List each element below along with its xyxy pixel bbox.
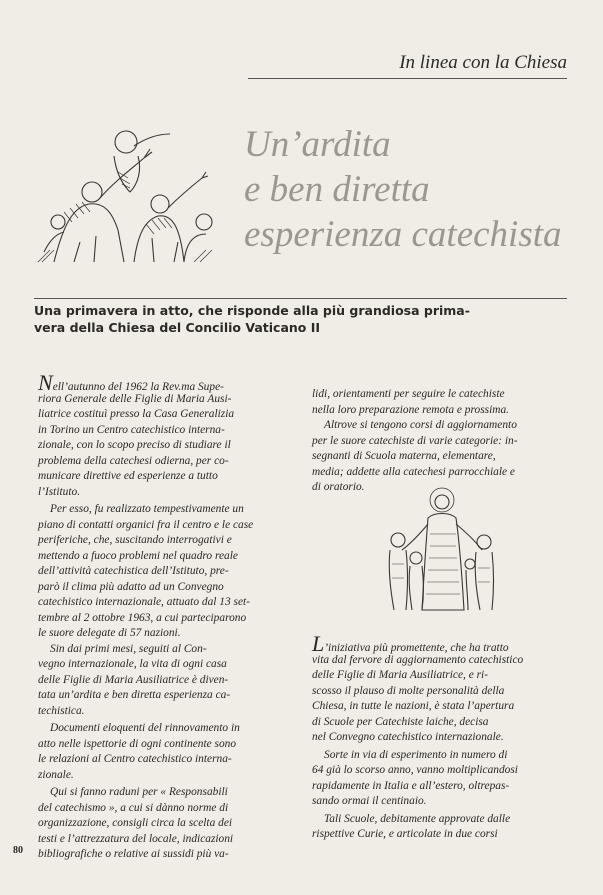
page-number: 80 <box>13 845 23 856</box>
body-line: Altrove si tengono corsi di aggiornamento <box>324 419 517 431</box>
drop-cap: N <box>38 370 53 395</box>
body-line: problema della catechesi odierna, per co- <box>38 454 229 467</box>
body-line: l’Istituto. <box>38 485 81 498</box>
body-line: periferiche, che, suscitando interrogativi e <box>38 534 232 546</box>
body-line: Documenti eloquenti del rinnovamento in <box>50 722 240 734</box>
body-line: tata un’ardita e ben diretta esperienza ca- <box>38 689 231 701</box>
body-line: rapidamente in Italia e all’estero, oltrepas- <box>312 779 510 792</box>
body-line: parò il clima più adatto ad un Convegno <box>38 580 224 593</box>
body-line: nel Convegno catechistico internazionale. <box>312 731 504 743</box>
body-line: vita dal fervore di aggiornamento catechistico <box>312 653 524 666</box>
body-line: Chiesa, in tutte le nazioni, è stata l’apertura <box>312 700 515 712</box>
body-line: vegno internazionale, la vita di ogni casa <box>38 658 227 670</box>
body-line: riora Generale delle Figlie di Maria Ausi- <box>38 392 232 405</box>
body-line: di Scuole per Catechiste laiche, decisa <box>312 715 489 728</box>
body-line: Qui si fanno raduni per « Responsabili <box>50 786 228 798</box>
article-subtitle <box>34 302 567 336</box>
header-rule <box>248 78 567 79</box>
body-line: di oratorio. <box>312 481 365 493</box>
body-line: sando ormai il centinaio. <box>312 795 427 807</box>
body-line: municare direttive ed esperienze a tutto <box>38 470 218 482</box>
christ-with-children-illustration <box>380 484 500 612</box>
body-line: piano di contatti organici fra il centro e le case <box>38 518 254 531</box>
body-line: Per esso, fu realizzato tempestivamente un <box>50 503 244 515</box>
subtitle-rule <box>34 298 567 299</box>
body-line: tembre al 2 ottobre 1963, a cui parteciparono <box>38 611 247 624</box>
body-line: atto nelle ispettorie di ogni continente sono <box>38 737 237 750</box>
body-line: le suore delegate di 57 nazioni. <box>38 627 181 639</box>
title-line: e ben diretta <box>244 169 430 210</box>
right-column-bottom <box>312 631 572 843</box>
body-line: catechistico internazionale, attuato dal 13 set- <box>38 596 250 608</box>
body-line: Sin dai primi mesi, seguiti al Con- <box>50 642 207 655</box>
subtitle-line: vera della Chiesa del Concilio Vaticano II <box>34 320 321 335</box>
body-line: organizzazione, consigli circa la scelta dei <box>38 817 233 829</box>
running-head: In linea con la Chiesa <box>399 52 567 73</box>
body-line: bibliografiche o relative ai sussidi più va- <box>38 848 229 860</box>
title-line: esperienza catechista <box>244 214 562 255</box>
body-line: lidi, orientamenti per seguire le catechiste <box>312 388 505 400</box>
title-line: Un’ardita <box>244 124 391 165</box>
body-line: scosso il plauso di molte personalità della <box>312 684 505 697</box>
body-line: mettendo a fuoco problemi nel quadro reale <box>38 549 238 562</box>
body-line: Tali Scuole, debitamente approvate dalle <box>324 812 511 825</box>
body-line: L’iniziativa più promettente, che ha tratto <box>312 631 509 656</box>
body-line: zionale, con lo scopo preciso di studiare il <box>38 439 231 451</box>
body-line: testi e l’attrezzatura del locale, indicazioni <box>38 832 234 845</box>
left-column <box>38 370 296 863</box>
body-line: per le suore catechiste di varie categorie: in- <box>312 434 518 447</box>
body-line: techistica. <box>38 704 85 717</box>
body-line: delle Figlie di Maria Ausiliatrice è diven- <box>38 673 229 686</box>
body-line: in Torino un Centro catechistico interna- <box>38 423 225 436</box>
body-line: 64 già lo scorso anno, vanno moltiplicandosi <box>312 764 518 776</box>
body-line: le relazioni al Centro catechistico interna- <box>38 753 232 765</box>
body-line: nella loro preparazione remota e prossima. <box>312 403 510 416</box>
body-line: liatrice costituì presso la Casa Generalizia <box>38 408 235 420</box>
drop-cap: L <box>312 631 325 656</box>
body-line: Sorte in via di esperimento in numero di <box>324 748 508 761</box>
crowd-illustration <box>34 112 218 270</box>
body-line: del catechismo », a cui si dànno norme di <box>38 801 229 814</box>
body-line: dell’attività catechistica dell’Istituto, pre- <box>38 565 229 577</box>
body-line: segnanti di Scuola materna, elementare, <box>312 450 496 462</box>
subtitle-line: Una primavera in atto, che risponde alla più grandiosa prima- <box>34 303 470 318</box>
body-line: delle Figlie di Maria Ausiliatrice, e ri- <box>312 669 488 681</box>
body-line: rispettive Curie, e articolate in due corsi <box>312 828 498 840</box>
body-line: zionale. <box>38 768 74 781</box>
right-column-top <box>312 387 572 496</box>
body-line: media; addette alla catechesi parrocchiale e <box>312 465 515 478</box>
article-title <box>244 122 584 257</box>
body-line: Nell’autunno del 1962 la Rev.ma Supe- <box>38 370 224 395</box>
